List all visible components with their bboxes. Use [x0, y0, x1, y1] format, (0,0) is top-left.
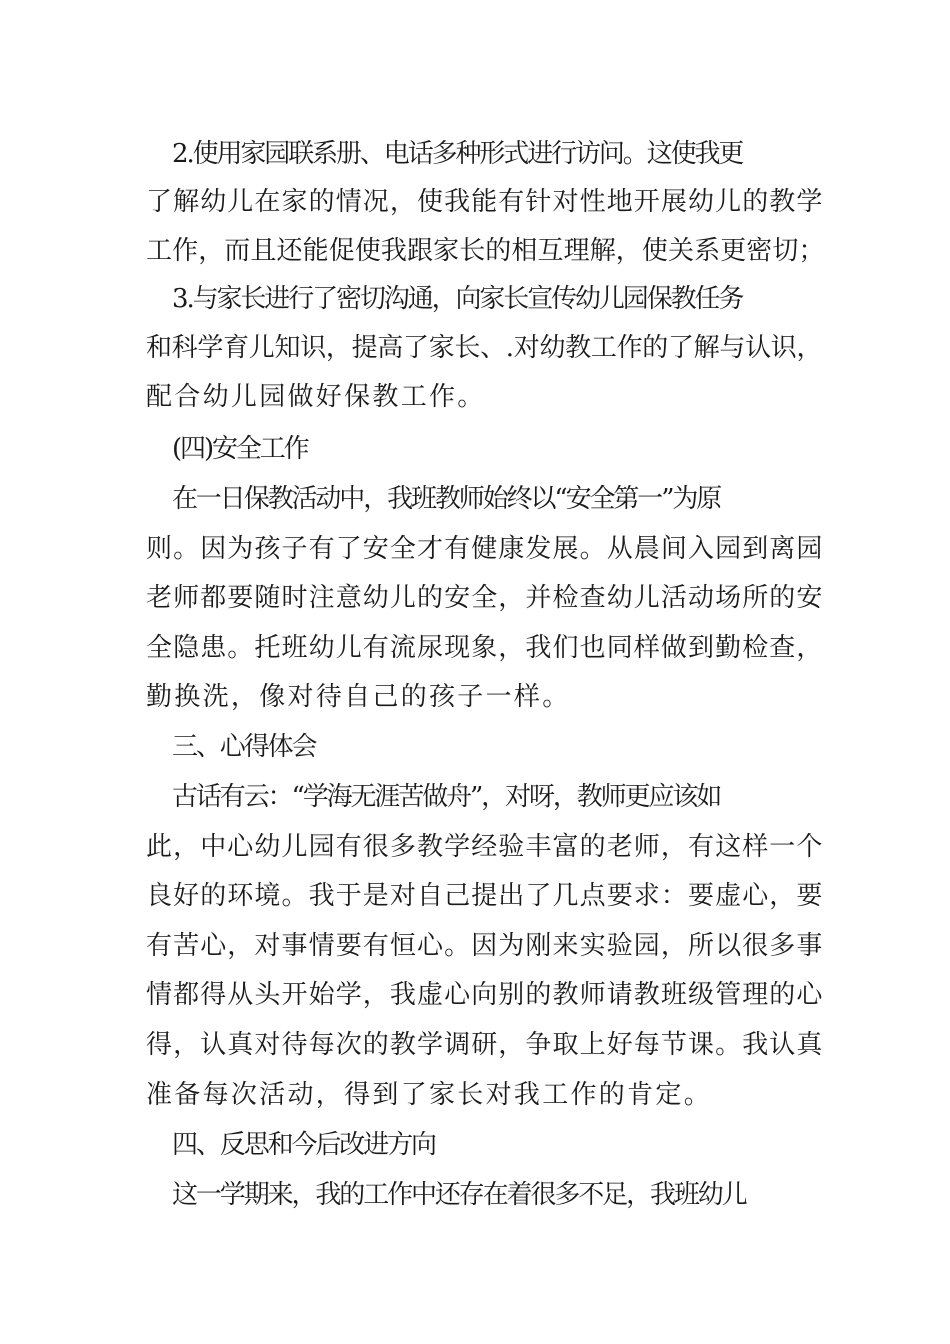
- paragraph-line: 3.与家长进行了密切沟通，向家长宣传幼儿园保教任务: [172, 284, 743, 314]
- paragraph-line: 这一学期来，我的工作中还存在着很多不足，我班幼儿: [172, 1180, 746, 1210]
- paragraph-line: 了解幼儿在家的情况，使我能有针对性地开展幼儿的教学: [146, 187, 824, 217]
- section-heading: 四、反思和今后改进方向: [172, 1130, 435, 1160]
- paragraph-line: 在一日保教活动中，我班教师始终以“安全第一”为原: [172, 484, 721, 514]
- paragraph-line: 古话有云：“学海无涯苦做舟”，对呀，教师更应该如: [172, 782, 721, 812]
- paragraph-line: 则。因为孩子有了安全才有健康发展。从晨间入园到离园: [146, 534, 824, 564]
- paragraph-line: 得，认真对待每次的教学调研，争取上好每节课。我认真: [146, 1030, 824, 1060]
- paragraph-line: 2.使用家园联系册、电话多种形式进行访问。这使我更: [172, 139, 743, 169]
- paragraph-line: 情都得从头开始学，我虚心向别的教师请教班级管理的心: [146, 980, 824, 1010]
- paragraph-line: 良好的环境。我于是对自己提出了几点要求：要虚心，要: [146, 881, 824, 911]
- section-heading: (四)安全工作: [172, 434, 308, 464]
- paragraph-line: 勤换洗，像对待自己的孩子一样。: [146, 682, 571, 712]
- paragraph-line: 准备每次活动，得到了家长对我工作的肯定。: [146, 1080, 713, 1110]
- paragraph-line: 老师都要随时注意幼儿的安全，并检查幼儿活动场所的安: [146, 583, 824, 613]
- paragraph-line: 全隐患。托班幼儿有流尿现象，我们也同样做到勤检查，: [146, 633, 824, 663]
- paragraph-line: 和科学育儿知识，提高了家长、.对幼教工作的了解与认识，: [146, 333, 823, 363]
- paragraph-line: 此，中心幼儿园有很多教学经验丰富的老师，有这样一个: [146, 832, 824, 862]
- paragraph-line: 有苦心，对事情要有恒心。因为刚来实验园，所以很多事: [146, 931, 824, 961]
- paragraph-line: 工作，而且还能促使我跟家长的相互理解，使关系更密切；: [146, 236, 825, 266]
- section-heading: 三、心得体会: [172, 732, 316, 762]
- paragraph-line: 配合幼儿园做好保教工作。: [146, 382, 486, 412]
